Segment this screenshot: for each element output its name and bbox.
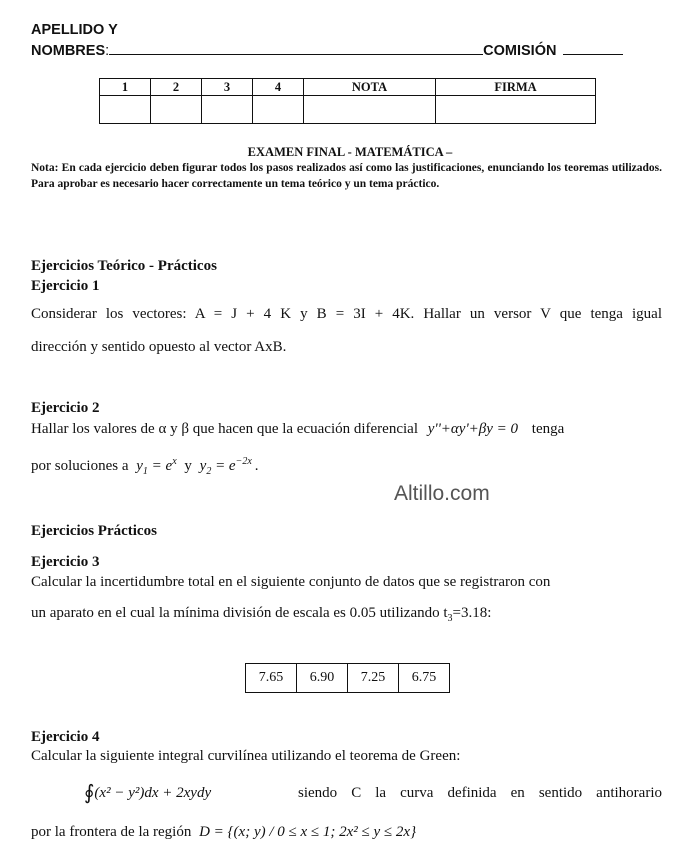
data-table [245,663,450,693]
grade-entry-row [100,96,596,124]
exam-title: EXAMEN FINAL - MATEMÁTICA – [247,145,453,159]
ej3-title: Ejercicio 3 [31,554,100,570]
comision-label: COMISIÓN [483,43,557,59]
ej1-line2: dirección y sentido opuesto al vector AxB. [31,339,287,355]
ej4-title: Ejercicio 4 [31,729,100,745]
sol1-exp: x [172,456,177,467]
grade-header-cell: 3 [202,79,253,96]
nota-paragraph: Nota: En cada ejercicio deben figurar todos los pasos realizados así como las justificaciones, enunciando los teoremas utilizados. Para aprobar es necesario hacer correctamente un tema teórico y un tema práctico. [31,162,662,190]
ej2-line2-text: por soluciones a [31,458,129,474]
sol1-base: y [136,458,143,474]
region-definition: D = {(x; y) / 0 ≤ x ≤ 1; 2x² ≤ y ≤ 2x} [199,824,417,840]
ej2-line1-end: tenga [531,421,565,437]
solution-1 [136,456,177,477]
ej1-line1: Considerar los vectores: A = J + 4 K y B = 3I + 4K. Hallar un versor V que tenga igual [31,306,662,322]
ej4-siendo-text: siendo C la curva definida en sentido antihorario [298,785,662,801]
ej2-line2 [31,458,259,475]
nombres-row [31,40,671,60]
contour-integral-icon: ∮ [84,782,95,804]
sol2-sub: 2 [206,466,212,477]
comision-field[interactable] [563,40,623,55]
data-value-cell: 6.75 [399,664,450,693]
ej2-line2-end: . [254,458,259,474]
section-teorico-practicos: Ejercicios Teórico - Prácticos [31,258,217,274]
data-value-cell: 7.25 [348,664,399,693]
ej3-line2-start: un aparato en el cual la mínima división de escala es 0.05 utilizando t [31,605,448,621]
ej3-line2-end: =3.18: [452,605,492,621]
altillo-watermark: Altillo.com [394,482,490,505]
sol1-sub: 1 [142,466,148,477]
grade-cell-2[interactable] [151,96,202,124]
grade-header-row [100,79,596,96]
ej4-line3 [31,824,416,841]
grade-header-cell: NOTA [304,79,436,96]
sol2-exp: −2x [235,456,252,467]
data-value-cell: 7.65 [246,664,297,693]
data-row [246,664,450,693]
grade-cell-nota[interactable] [304,96,436,124]
section-practicos: Ejercicios Prácticos [31,523,157,539]
ej4-line3-text: por la frontera de la región [31,824,192,840]
green-integral [84,782,212,804]
sol1-rhs: = e [151,458,173,474]
grade-header-cell: 2 [151,79,202,96]
grade-cell-firma[interactable] [436,96,596,124]
ej2-title: Ejercicio 2 [31,400,100,416]
data-value-cell: 6.90 [297,664,348,693]
grade-header-cell: FIRMA [436,79,596,96]
nombres-colon: : [105,43,110,59]
integral-expression: (x² − y²)dx + 2xydy [94,785,212,801]
solution-2 [199,456,252,477]
grade-header-cell: 1 [100,79,151,96]
grade-table [99,78,596,124]
nombres-field[interactable] [109,40,483,55]
ej3-line1: Calcular la incertidumbre total en el siguiente conjunto de datos que se registraron con [31,574,551,590]
grade-cell-4[interactable] [253,96,304,124]
grade-header-cell: 4 [253,79,304,96]
sol2-base: y [199,458,207,474]
ej2-y-conjunction: y [184,458,192,474]
ode-equation: y''+αy'+βy = 0 [427,421,519,437]
nombres-label: NOMBRES [31,43,106,59]
apellido-label: APELLIDO Y [31,22,118,38]
t-subscript: 3 [447,613,453,624]
ej4-line1: Calcular la siguiente integral curvilínea utilizando el teorema de Green: [31,748,461,764]
ej1-title: Ejercicio 1 [31,278,100,294]
sol2-rhs: = e [215,458,236,474]
grade-cell-1[interactable] [100,96,151,124]
ej2-line1 [31,421,662,438]
grade-cell-3[interactable] [202,96,253,124]
ej3-line2 [31,605,491,622]
ej2-line1-text: Hallar los valores de α y β que hacen que la ecuación diferencial [31,421,418,437]
